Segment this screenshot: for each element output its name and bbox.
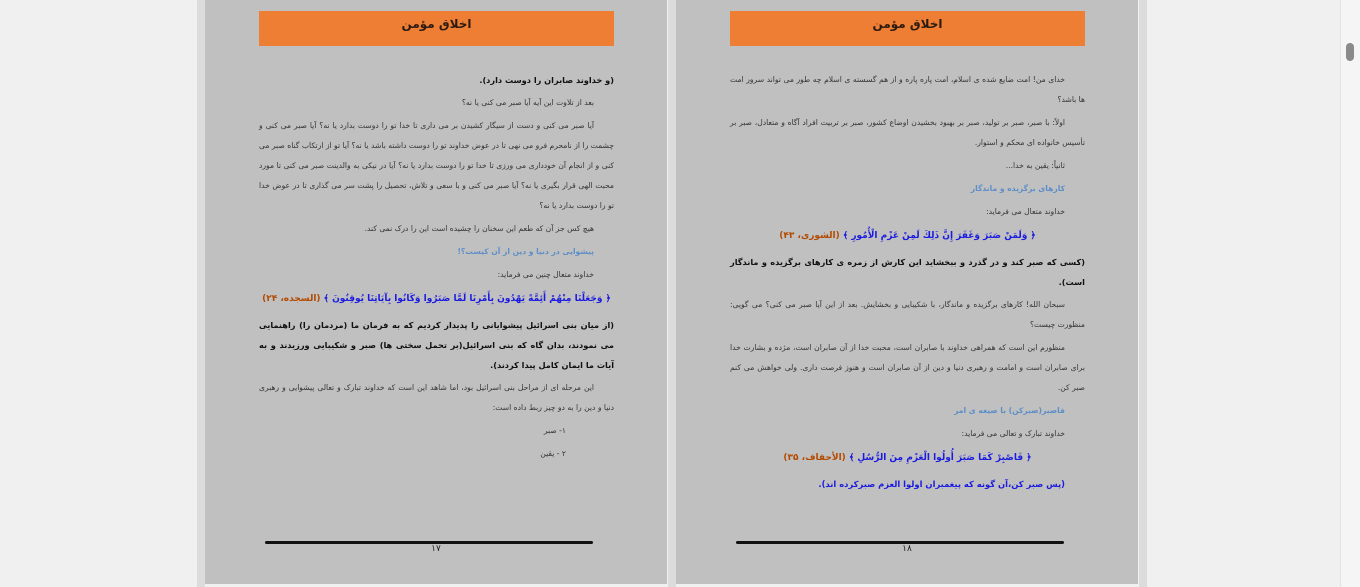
verse-text: ﴿ وَلَمَنْ صَبَرَ وَغَفَرَ إِنَّ ذَلِكَ لَمِنْ عَزْمِ الْأُمُورِ ﴾ [842, 231, 1036, 241]
verse-text: ﴿ فَاصْبِرْ كَمَا صَبَرَ أُولُوا الْعَزْمِ مِنَ الرُّسُلِ ﴾ [848, 453, 1032, 463]
list-item: ۱- صبر [543, 426, 566, 435]
paragraph: هیچ کس جز آن که طعم این سخنان را چشیده است این را درک نمی کند. [364, 224, 594, 233]
translation-text: (پس صبر کن،آن گونه که پیغمبران اولوا العزم صبرکرده اند). [818, 479, 1065, 489]
paragraph: اولاً: با صبر، صبر بر تولید، صبر بر بهبود بخشیدن اوضاع کشور، صبر بر تربیت افراد آگاه و متعادل، صبر بر تأسیس خانواده ای محکم و استوار. [730, 118, 1085, 147]
paragraph: ثانیاً: یقین به خدا... [1005, 161, 1065, 170]
verse-text: ﴿ وَجَعَلْنَا مِنْهُمْ أَئِمَّةً يَهْدُونَ بِأَمْرِنَا لَمَّا صَبَرُوا وَكَانُوا بِآيَاتِنَا يُوقِنُونَ ﴾ [323, 294, 611, 304]
paragraph: آیا صبر می کنی و دست از سیگار کشیدن بر می داری تا خدا تو را دوست بدارد یا نه؟ آیا صبر می کنی و چشمت را از نامحرم فرو می نهی تا در عوض خداوند تو را دوست داشته باشد یا نه؟ آیا تو از ارتکاب گناه صبر می کنی و از انجام آن خودداری می ورزی تا خدا تو را دوست بدارد یا نه؟ آیا در نیکی به والدینت صبر می کنی تا مورد محبت الهی قرار بگیری یا نه؟ آیا صبر می کنی و با سعی و تلاش، تحصیل را پشت سر می گذاری تا در عوض خدا تو را دوست بدارد یا نه؟ [259, 121, 614, 210]
scrollbar-thumb[interactable] [1346, 43, 1354, 61]
section-heading: فاصبر(صبرکن) با صیغه ی امر [954, 406, 1065, 415]
translation-text: (از میان بنی اسرائیل پیشوایانی را پدیدار کردیم که به فرمان ما (مردمان را) راهنمایی می نمودند، بدان گاه که بنی اسرائیل(بر تحمل سختی ها) صبر و شکیبایی ورزیدند و به آیات ما ایمان کامل پیدا کردند). [259, 320, 614, 370]
paragraph: خداوند تبارک و تعالی می فرماید: [961, 429, 1065, 438]
page-18 [676, 0, 1138, 584]
paragraph: منظورم این است که همراهی خداوند با صابران است، محبت خدا از آن صابران است، مژده و بشارت خدا برای صابران است و امامت و رهبری دنیا و دین از آن صابران است و هنوز فرصت داری. ولی خواهش می کنم صبر کن. [730, 343, 1085, 392]
page-number: ۱۷ [431, 544, 441, 554]
verse-reference: (الأحقاف، ۳۵) [783, 453, 846, 463]
list-item: ۲ - یقین [540, 449, 566, 458]
page-17 [205, 0, 667, 584]
section-heading: کارهای برگزیده و ماندگار [970, 184, 1065, 193]
page-header: اخلاق مؤمن [730, 11, 1085, 46]
page-shadow [1139, 0, 1147, 587]
page-body [259, 70, 614, 467]
paragraph: خدای من! امت ضایع شده ی اسلام، امت پاره پاره و از هم گسسته ی اسلام چه طور می تواند سرور امت ها باشد؟ [730, 75, 1085, 104]
verse-reference: (السجده، ۲۴) [262, 294, 321, 304]
quran-verse [730, 448, 1085, 468]
page-header: اخلاق مؤمن [259, 11, 614, 46]
paragraph: بعد از تلاوت این آیه آیا صبر می کنی یا نه؟ [461, 98, 594, 107]
translation-text: (و خداوند صابران را دوست دارد). [479, 75, 614, 85]
vertical-scrollbar[interactable] [1340, 0, 1360, 587]
paragraph: این مرحله ای از مراحل بنی اسرائیل بود، اما شاهد این است که خداوند تبارک و تعالی پیشوایی و رهبری دنیا و دین را به دو چیز ربط داده است: [259, 383, 614, 412]
quran-verse [730, 226, 1085, 246]
verse-reference: (الشوری، ۴۳) [779, 231, 840, 241]
paragraph: خداوند متعال می فرماید: [986, 207, 1065, 216]
paragraph: سبحان الله! کارهای برگزیده و ماندگار، با شکیبایی و بخشایش. بعد از این آیا صبر می کنی؟ می گویی: منظورت چیست؟ [730, 300, 1085, 329]
page-body [730, 70, 1085, 497]
section-heading: پیشوایی در دنیا و دین از آن کیست؟! [457, 247, 594, 256]
page-shadow [197, 0, 205, 587]
quran-verse [259, 289, 614, 309]
page-shadow [668, 0, 676, 587]
translation-text: (کسی که صبر کند و در گذرد و ببخشاید این کارش از زمره ی کارهای برگزیده و ماندگار است). [730, 257, 1085, 287]
page-number: ۱۸ [902, 544, 912, 554]
paragraph: خداوند متعال چنین می فرماید: [497, 270, 594, 279]
